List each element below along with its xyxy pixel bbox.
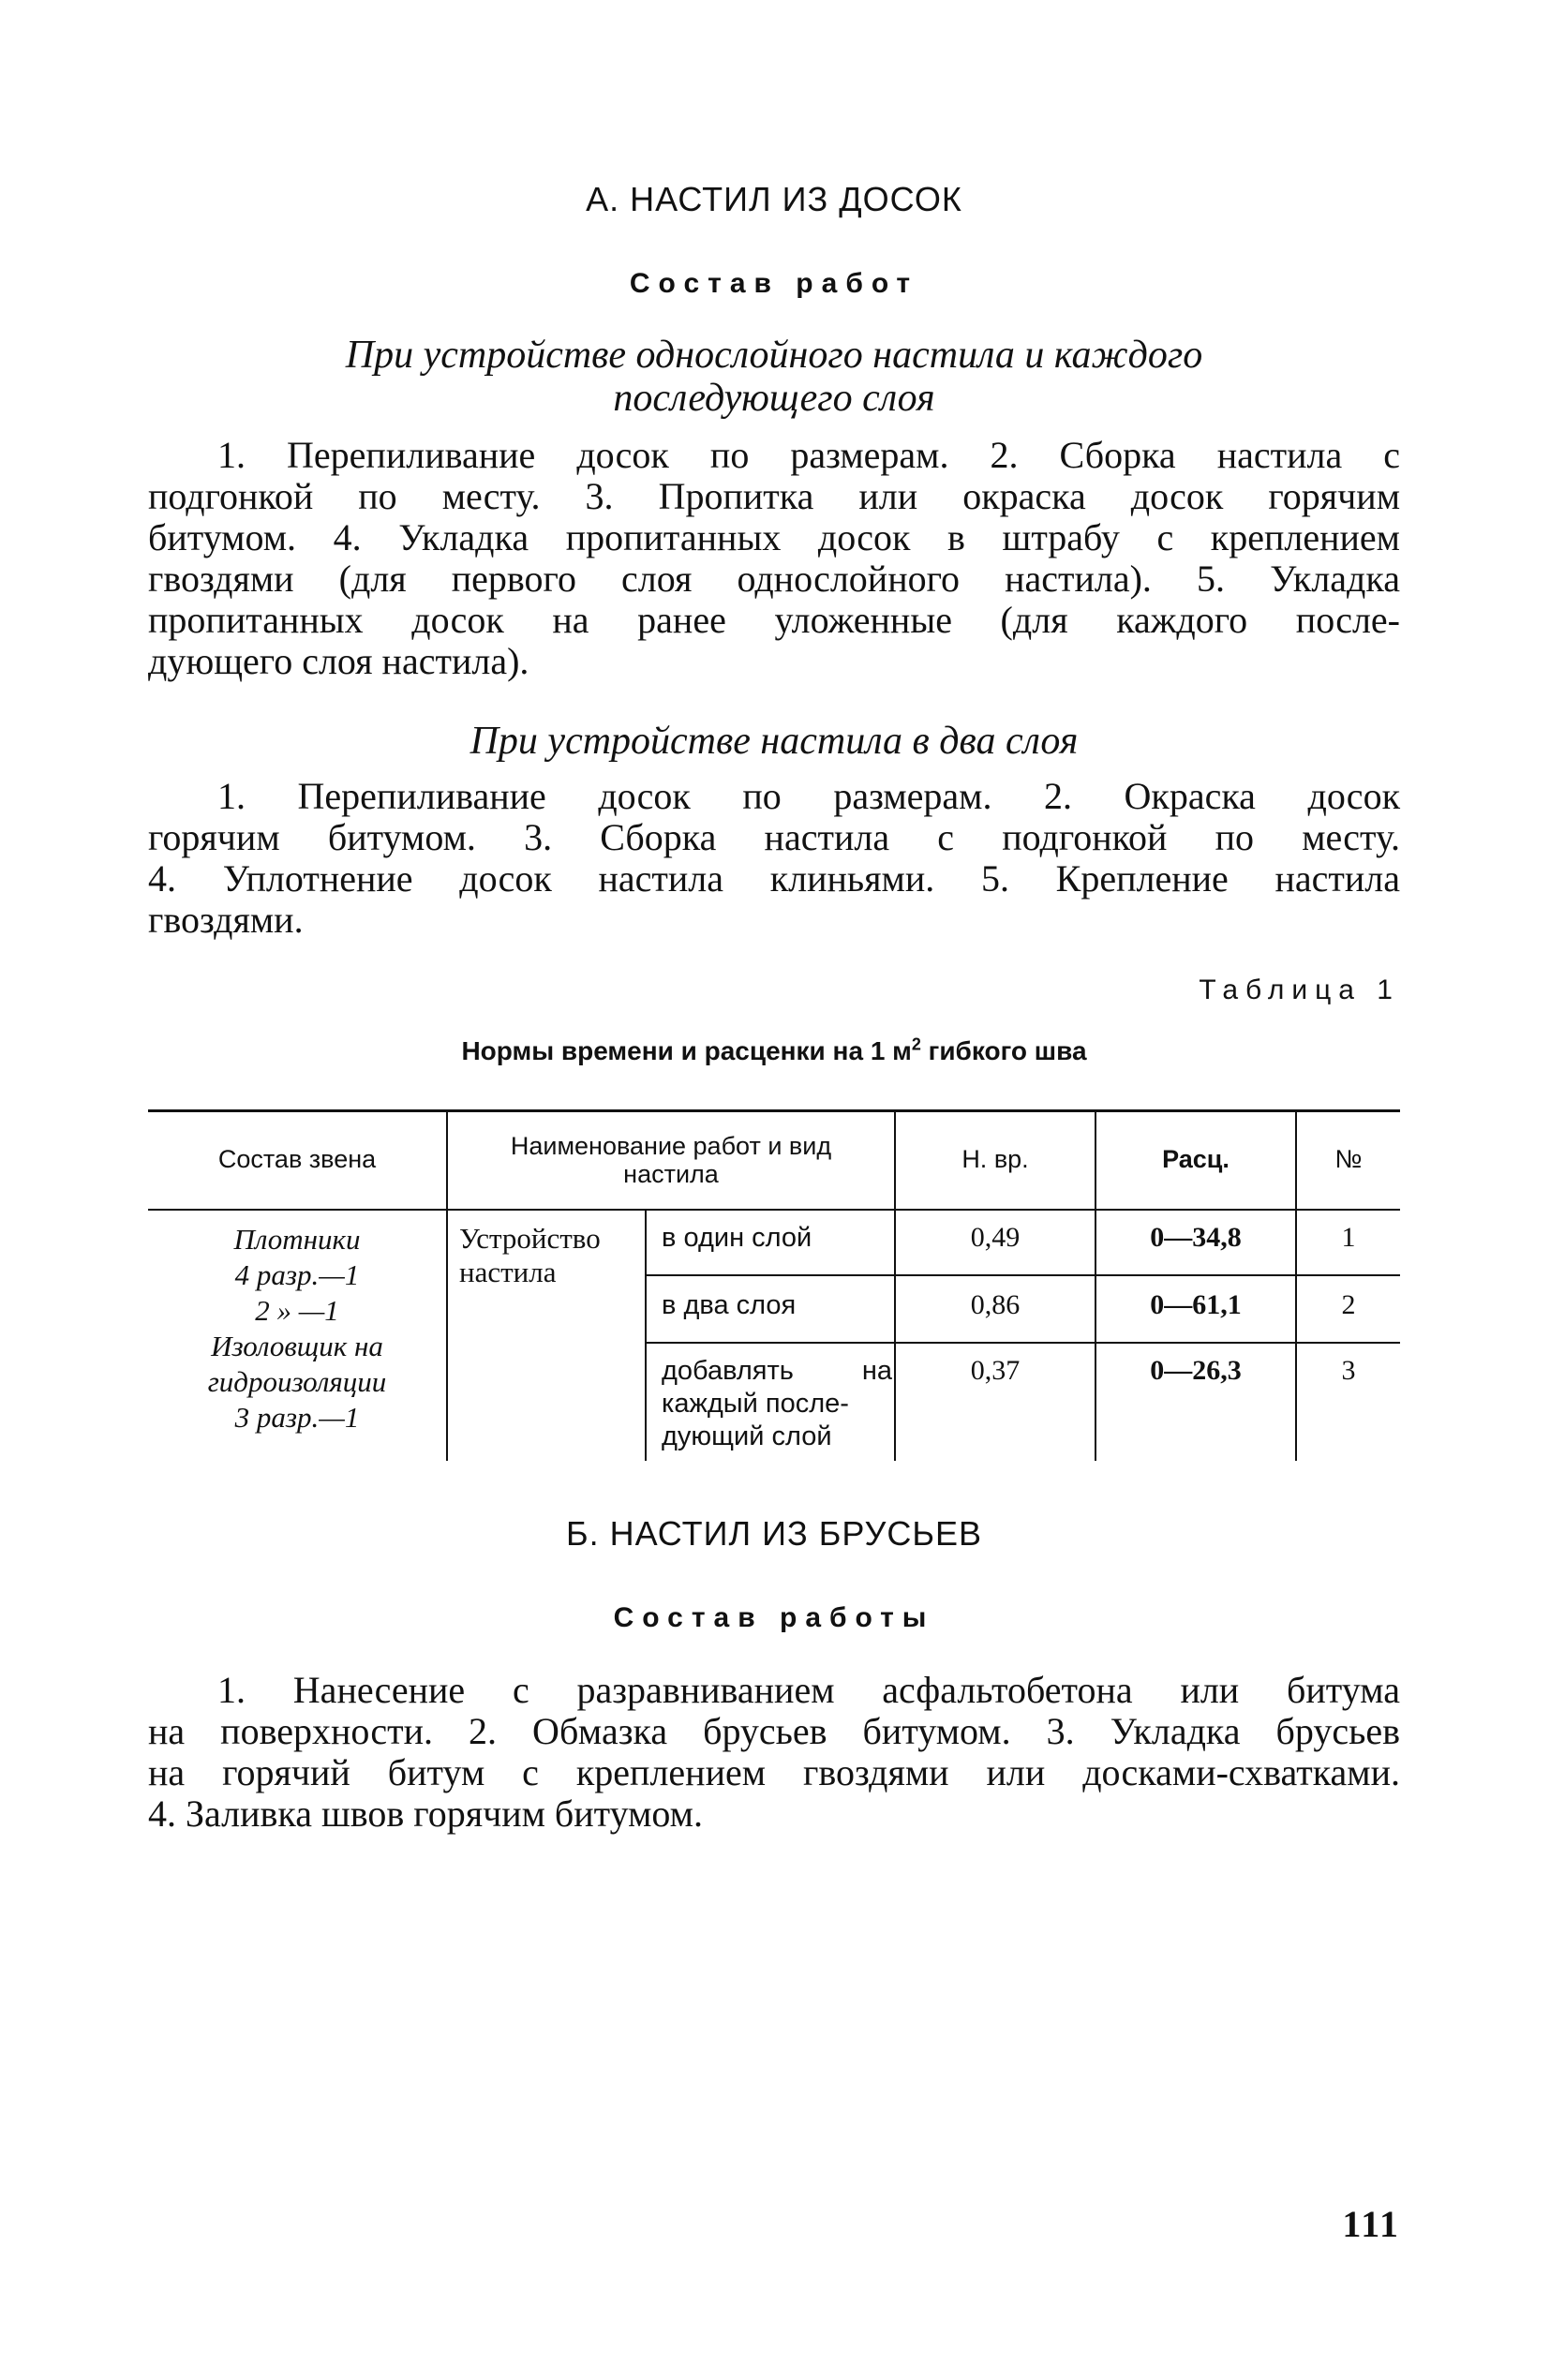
header-work-line: настила	[623, 1160, 719, 1188]
paragraph-line: горячим битумом. 3. Сборка настила с подгонкой по месту.	[148, 816, 1400, 858]
header-work	[448, 1132, 894, 1188]
row-norm: 0,49	[970, 1222, 1021, 1253]
paragraph-line: битумом. 4. Укладка пропитанных досок в штрабу с креплением	[148, 516, 1400, 558]
row-number: 1	[1341, 1222, 1356, 1253]
paragraph-line: гвоздями.	[148, 899, 304, 941]
table-title	[148, 1036, 1400, 1066]
section-a-heading: А. НАСТИЛ ИЗ ДОСОК	[586, 180, 962, 218]
section-b-work-title: Состав работы	[613, 1602, 935, 1633]
table-title-superscript: 2	[911, 1034, 921, 1054]
paragraph-line: 4. Заливка швов горячим битумом.	[148, 1792, 703, 1835]
row-type	[662, 1355, 892, 1453]
header-crew: Состав звена	[217, 1145, 377, 1173]
paragraph-line: пропитанных досок на ранее уложенные (для каждого после-	[148, 599, 1400, 641]
row-rate: 0—61,1	[1150, 1289, 1242, 1320]
paragraph-line: на горячий битум с креплением гвоздями или досками-схватками.	[148, 1751, 1400, 1793]
row-number: 3	[1341, 1355, 1356, 1386]
table-caption: Таблица 1	[1199, 974, 1400, 1005]
row-number: 2	[1341, 1289, 1356, 1320]
header-rate: Расц.	[1162, 1145, 1230, 1173]
row-norm: 0,86	[970, 1289, 1021, 1320]
paragraph-line: подгонкой по месту. 3. Пропитка или окраска досок горячим	[148, 475, 1400, 517]
crew-line: Изоловщик на	[211, 1330, 383, 1362]
crew-line: 4 разр.—1	[234, 1258, 360, 1291]
subtitle-line: При устройстве однослойного настила и каждого	[345, 334, 1203, 377]
paragraph-beams	[148, 1670, 1400, 1835]
row-type-line: дующий слой	[662, 1421, 832, 1451]
row-type-line: каждый после-	[662, 1389, 849, 1419]
row-type: в два слоя	[662, 1290, 797, 1320]
header-work-line: Наименование работ и вид	[510, 1132, 832, 1160]
norms-table	[148, 1109, 1400, 1461]
subtitle-line: последующего слоя	[613, 377, 935, 420]
header-number: №	[1334, 1145, 1363, 1173]
crew-line: 3 разр.—1	[234, 1401, 360, 1434]
row-type-line: добавлять на	[662, 1356, 892, 1386]
paragraph-line: 1. Перепиливание досок по размерам. 2. Сборка настила с	[217, 434, 1400, 476]
page-number: 111	[1342, 2203, 1400, 2245]
row-norm: 0,37	[970, 1355, 1021, 1386]
subtitle-single-layer	[148, 334, 1400, 420]
row-type: в один слой	[662, 1223, 812, 1253]
section-b-heading: Б. НАСТИЛ ИЗ БРУСЬЕВ	[565, 1514, 983, 1553]
row-rate: 0—34,8	[1150, 1222, 1242, 1253]
crew-line: 2 » —1	[255, 1294, 339, 1327]
subtitle-two-layers: При устройстве настила в два слоя	[469, 720, 1079, 763]
row-divider	[645, 1342, 1400, 1344]
header-norm: Н. вр.	[961, 1145, 1029, 1173]
document-page	[148, 0, 1400, 2380]
col-divider	[645, 1209, 647, 1461]
work-name-line: Устройство	[459, 1222, 601, 1255]
table-top-border	[148, 1109, 1400, 1112]
work-name-line: настила	[459, 1256, 557, 1288]
table-title-text-end: гибкого шва	[920, 1036, 1087, 1065]
paragraph-line: 1. Нанесение с разравниванием асфальтобетона или битума	[217, 1669, 1400, 1711]
table-title-text: Нормы времени и расценки на 1 м	[461, 1036, 912, 1065]
paragraph-line: дующего слоя настила).	[148, 640, 529, 682]
paragraph-line: 4. Уплотнение досок настила клиньями. 5. Крепление настила	[148, 857, 1400, 900]
crew-line: гидроизоляции	[207, 1365, 387, 1398]
paragraph-two-layers	[148, 776, 1400, 941]
row-divider	[645, 1274, 1400, 1276]
table-header-border	[148, 1209, 1400, 1211]
work-name	[459, 1222, 643, 1289]
crew-composition	[148, 1222, 446, 1435]
paragraph-line: на поверхности. 2. Обмазка брусьев битумом. 3. Укладка брусьев	[148, 1710, 1400, 1752]
paragraph-line: 1. Перепиливание досок по размерам. 2. Окраска досок	[217, 775, 1400, 817]
paragraph-single-layer	[148, 435, 1400, 682]
crew-line: Плотники	[233, 1223, 361, 1256]
paragraph-line: гвоздями (для первого слоя однослойного настила). 5. Укладка	[148, 558, 1400, 600]
row-rate: 0—26,3	[1150, 1355, 1242, 1386]
section-a-work-title: Состав работ	[629, 268, 919, 299]
